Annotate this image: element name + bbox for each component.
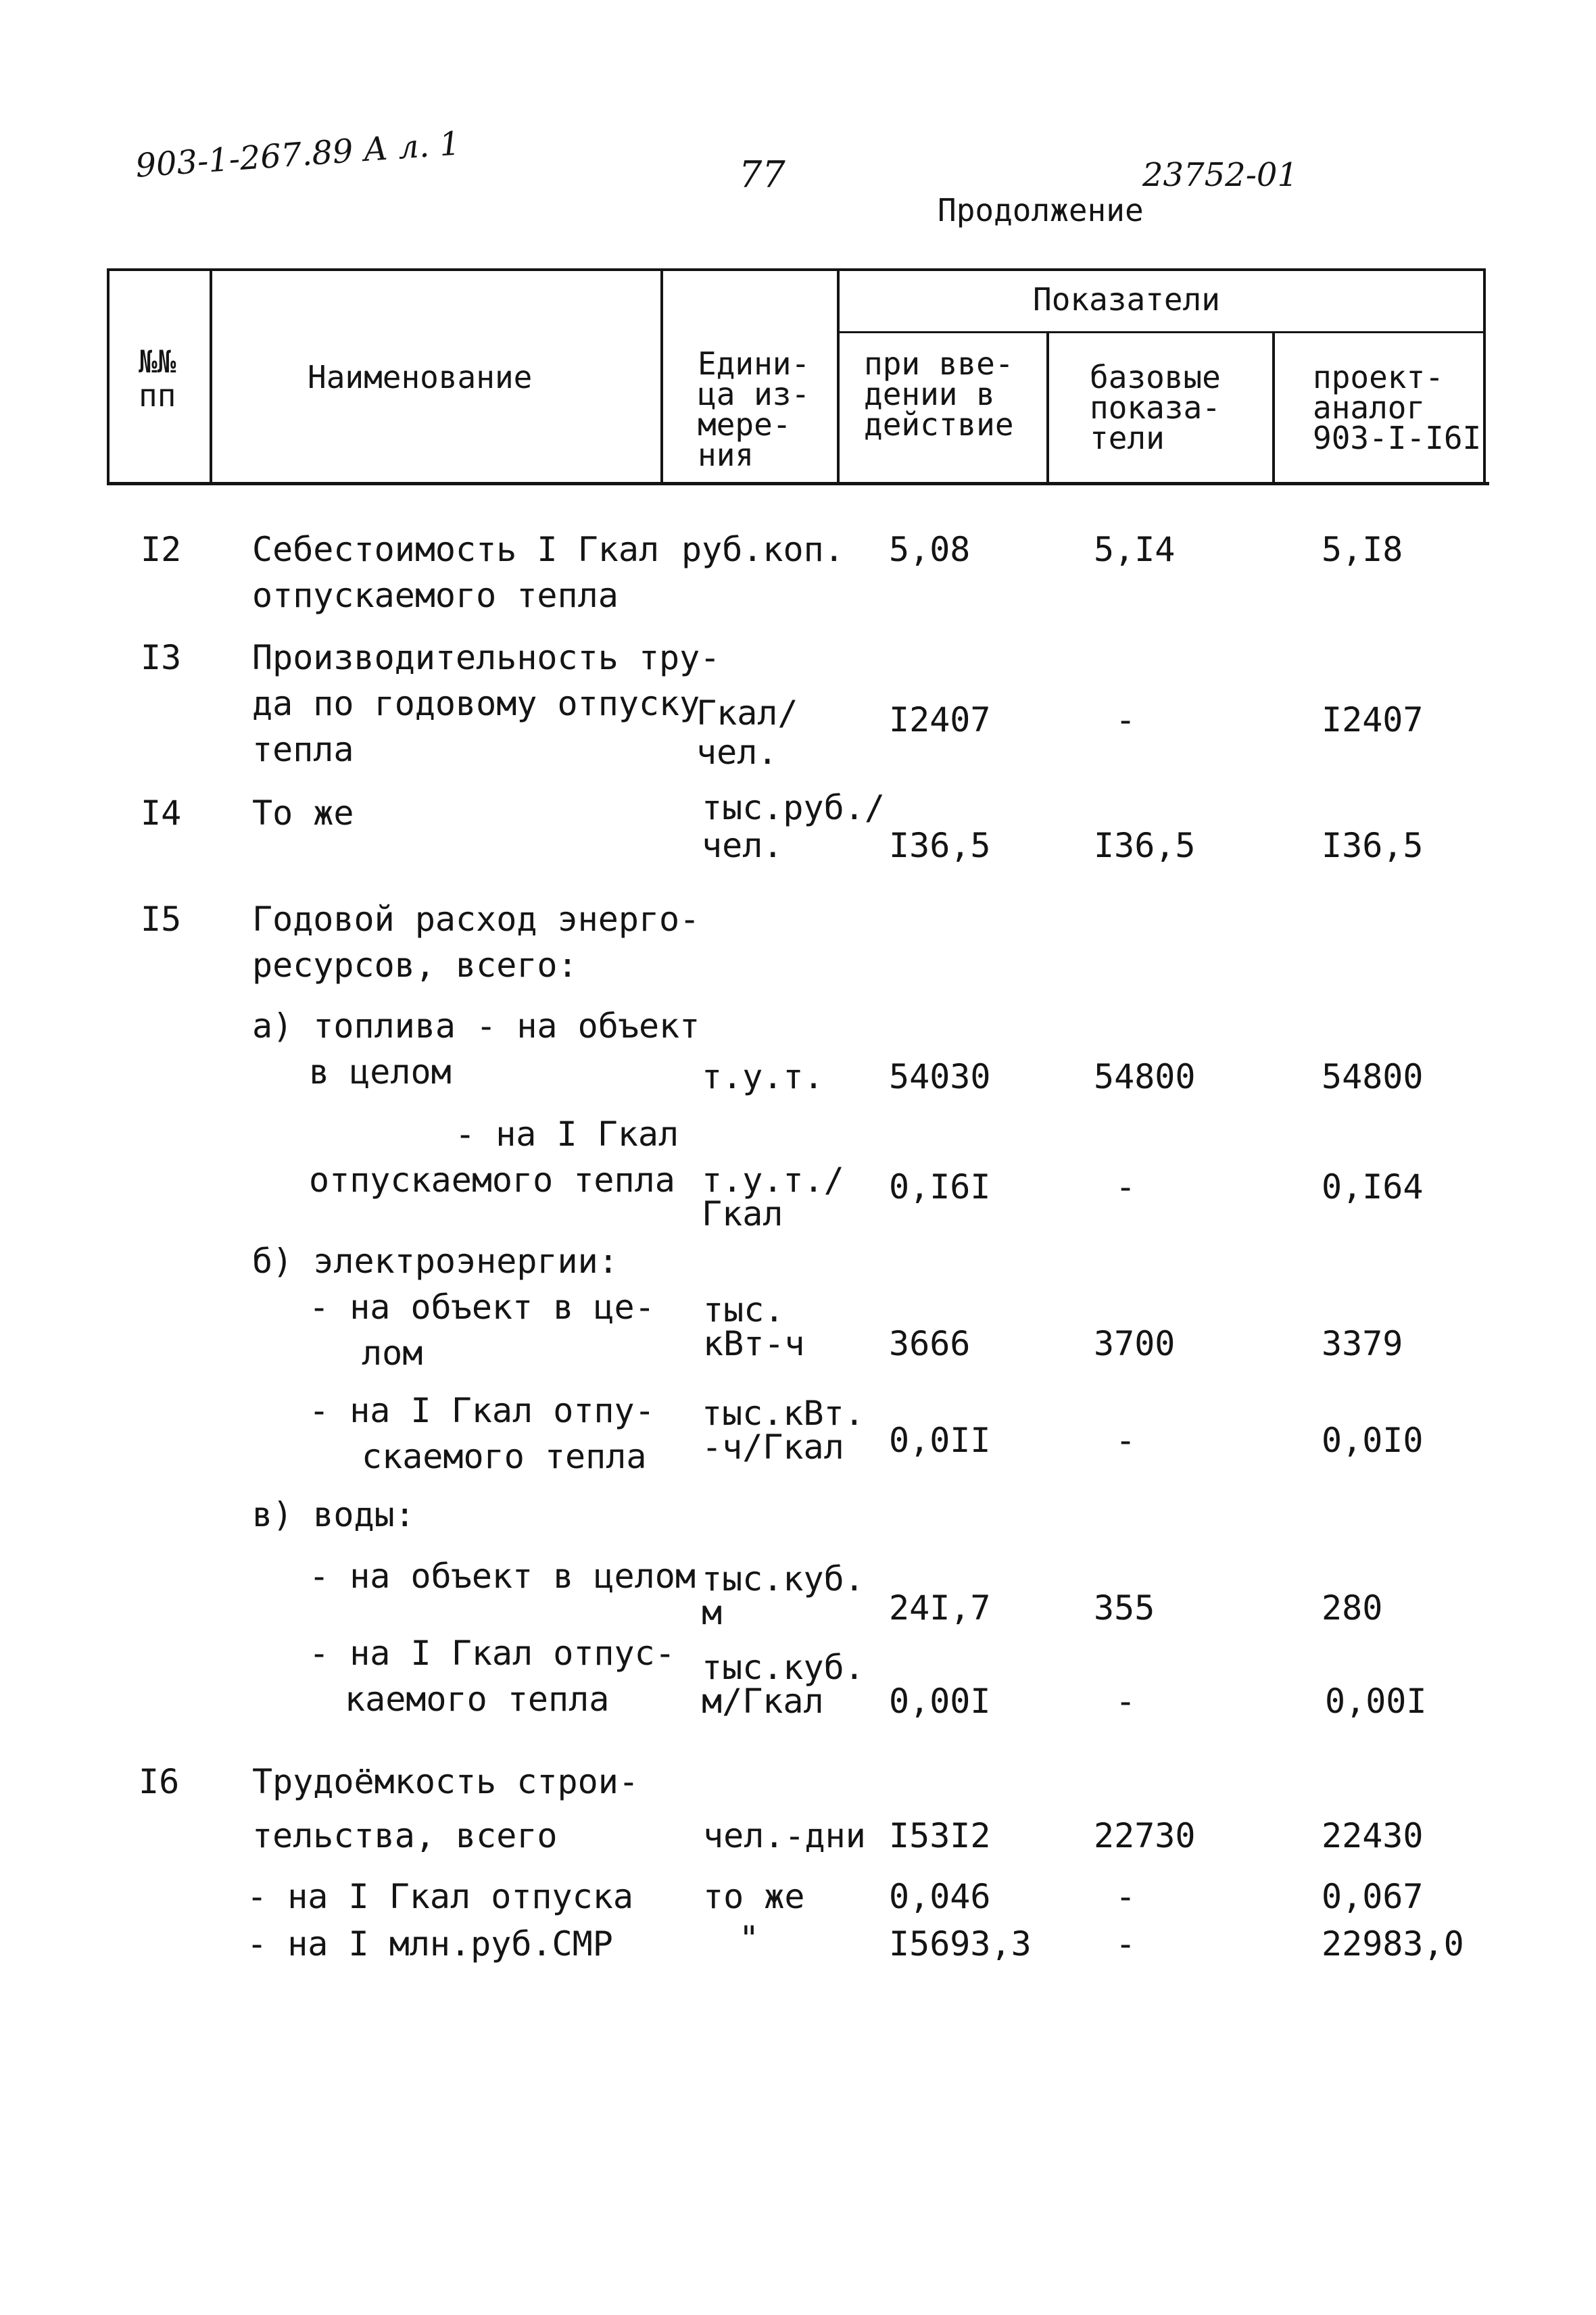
row-number: I5 bbox=[141, 900, 182, 939]
row-unit-line: кВт-ч bbox=[703, 1324, 805, 1363]
row-number: I4 bbox=[141, 794, 182, 833]
header-base-line-1: базовые bbox=[1090, 359, 1221, 395]
value-intro: 54030 bbox=[889, 1057, 991, 1096]
row-unit-line: м bbox=[702, 1593, 723, 1632]
value-base: 355 bbox=[1094, 1588, 1155, 1628]
value-base: I36,5 bbox=[1094, 826, 1196, 865]
value-analog: 280 bbox=[1322, 1588, 1383, 1628]
value-base: 22730 bbox=[1094, 1816, 1196, 1855]
row-name-line: в) воды: bbox=[252, 1495, 415, 1534]
row-name-line: - на объект в целом bbox=[309, 1557, 696, 1596]
value-analog: 0,0I0 bbox=[1322, 1421, 1424, 1460]
row-unit-line: чел. bbox=[696, 733, 778, 772]
value-analog: 22430 bbox=[1322, 1816, 1424, 1855]
page-number: 77 bbox=[739, 153, 785, 196]
header-intro-line-3: действие bbox=[864, 406, 1014, 443]
row-unit-line: чел.-дни bbox=[703, 1816, 866, 1855]
row-name-line: отпускаемого тепла bbox=[309, 1161, 675, 1200]
value-base: - bbox=[1115, 1877, 1136, 1916]
header-number-line-1: №№ bbox=[139, 343, 176, 380]
row-unit-line: т.у.т. bbox=[702, 1057, 824, 1096]
continuation-label: Продолжение bbox=[938, 192, 1144, 228]
row-name-line: тепла bbox=[252, 730, 354, 769]
value-intro: 0,046 bbox=[889, 1877, 991, 1916]
row-name-line: да по годовому отпуску bbox=[252, 684, 700, 723]
value-base: - bbox=[1115, 1421, 1136, 1460]
value-base: 5,I4 bbox=[1094, 530, 1176, 569]
row-name-line: Себестоимость I Гкал bbox=[252, 530, 660, 569]
row-name-line: б) электроэнергии: bbox=[252, 1242, 619, 1281]
header-base-line-3: тели bbox=[1090, 420, 1165, 456]
row-number: I3 bbox=[141, 638, 182, 677]
row-name-line: Трудоёмкость строи- bbox=[252, 1762, 639, 1801]
header-base-line-2: показа- bbox=[1090, 389, 1221, 426]
row-unit-line: м/Гкал bbox=[702, 1682, 824, 1721]
header-intro-line-1: при вве- bbox=[864, 345, 1014, 382]
header-unit-line-3: мере- bbox=[698, 406, 792, 443]
value-intro: 0,I6I bbox=[889, 1167, 991, 1207]
row-name-line: в целом bbox=[309, 1052, 452, 1092]
row-unit-line: т.у.т./ bbox=[702, 1161, 844, 1200]
value-intro: I5693,3 bbox=[889, 1924, 1032, 1964]
header-unit-line-4: ния bbox=[698, 437, 754, 473]
row-name-line: - на I Гкал bbox=[455, 1115, 679, 1154]
row-name-line: Годовой расход энерго- bbox=[252, 900, 700, 939]
row-unit-line: чел. bbox=[702, 826, 783, 865]
value-analog: I36,5 bbox=[1322, 826, 1424, 865]
value-base: - bbox=[1115, 700, 1136, 739]
row-unit-line: руб.коп. bbox=[681, 530, 844, 569]
row-unit-line: тыс.кВт. bbox=[702, 1394, 865, 1433]
value-analog: I2407 bbox=[1322, 700, 1424, 739]
row-name-line: - на I млн.руб.СМР bbox=[247, 1924, 613, 1964]
handwritten-reference: 23752-01 bbox=[1142, 156, 1298, 194]
header-analog-line-1: проект- bbox=[1313, 359, 1444, 395]
row-unit-line: тыс.руб./ bbox=[702, 788, 885, 827]
value-analog: 3379 bbox=[1322, 1324, 1403, 1363]
row-name-line: лом bbox=[362, 1334, 423, 1373]
value-intro: 0,0II bbox=[889, 1421, 991, 1460]
row-unit-line: тыс. bbox=[703, 1290, 785, 1330]
value-intro: 3666 bbox=[889, 1324, 971, 1363]
value-base: 54800 bbox=[1094, 1057, 1196, 1096]
row-name-line: скаемого тепла bbox=[362, 1437, 647, 1476]
value-analog: 22983,0 bbox=[1322, 1924, 1464, 1964]
value-intro: 5,08 bbox=[889, 530, 971, 569]
value-base: - bbox=[1115, 1167, 1136, 1207]
header-indicators: Показатели bbox=[1033, 281, 1220, 318]
header-unit-line-2: ца из- bbox=[698, 376, 811, 412]
row-unit-line: Гкал bbox=[702, 1194, 783, 1234]
value-intro: I36,5 bbox=[889, 826, 991, 865]
row-unit-line: тыс.куб. bbox=[702, 1559, 865, 1599]
value-analog: 0,00I bbox=[1325, 1682, 1427, 1721]
value-base: - bbox=[1115, 1682, 1136, 1721]
value-base: - bbox=[1115, 1924, 1136, 1964]
row-name-line: - на I Гкал отпуска bbox=[247, 1877, 633, 1916]
row-name-line: - на объект в це- bbox=[309, 1288, 655, 1327]
row-name-line: отпускаемого тепла bbox=[252, 576, 619, 615]
header-analog-line-2: аналог bbox=[1313, 389, 1426, 426]
value-analog: 0,I64 bbox=[1322, 1167, 1424, 1207]
header-analog-line-3: 903-I-I6I bbox=[1313, 420, 1482, 456]
header-number-line-2: пп bbox=[139, 377, 176, 414]
row-name-line: каемого тепла bbox=[345, 1680, 610, 1719]
row-unit-line: " bbox=[739, 1919, 760, 1958]
row-unit-line: тыс.куб. bbox=[702, 1648, 865, 1687]
row-unit-line: -ч/Гкал bbox=[702, 1428, 844, 1467]
header-unit-line-1: Едини- bbox=[698, 345, 811, 382]
value-base: 3700 bbox=[1094, 1324, 1176, 1363]
row-number: I2 bbox=[141, 530, 182, 569]
row-name-line: тельства, всего bbox=[252, 1816, 558, 1855]
row-unit-line: Гкал/ bbox=[696, 693, 798, 733]
header-intro-line-2: дении в bbox=[864, 376, 995, 412]
value-intro: 24I,7 bbox=[889, 1588, 991, 1628]
value-intro: I53I2 bbox=[889, 1816, 991, 1855]
row-name-line: ресурсов, всего: bbox=[252, 946, 578, 985]
row-name-line: То же bbox=[252, 794, 354, 833]
value-analog: 5,I8 bbox=[1322, 530, 1403, 569]
row-name-line: а) топлива - на объект bbox=[252, 1006, 700, 1046]
value-intro: 0,00I bbox=[889, 1682, 991, 1721]
row-number: I6 bbox=[139, 1762, 180, 1801]
row-unit-line: то же bbox=[703, 1877, 805, 1916]
value-analog: 0,067 bbox=[1322, 1877, 1424, 1916]
value-analog: 54800 bbox=[1322, 1057, 1424, 1096]
header-name: Наименование bbox=[308, 359, 533, 395]
row-name-line: - на I Гкал отпус- bbox=[309, 1634, 675, 1673]
row-name-line: Производительность тру- bbox=[252, 638, 721, 677]
handwritten-document-code: 903-1-267.89 А л. 1 bbox=[134, 124, 462, 185]
row-name-line: - на I Гкал отпу- bbox=[309, 1391, 655, 1430]
value-intro: I2407 bbox=[889, 700, 991, 739]
